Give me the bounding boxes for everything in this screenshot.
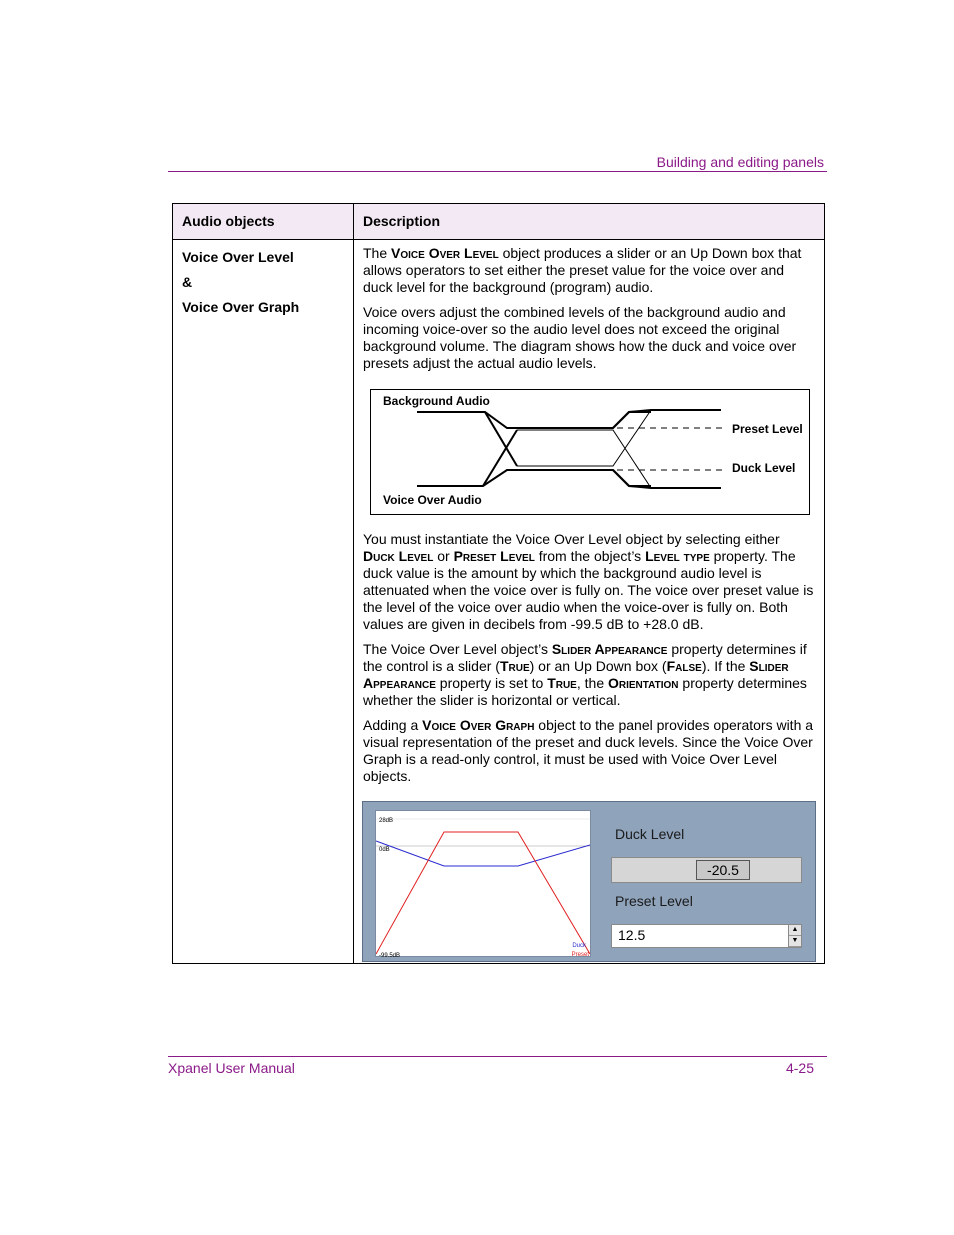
paragraph-5: Adding a Voice Over Graph object to the panel provides operators with a visual representation of the preset and duck levels. Since the Voice Over Graph is a read-only control, it must be used with Voice Over Level objects. xyxy=(363,717,814,784)
label-preset-level: Preset Level xyxy=(732,422,803,436)
graph-legend-preset: Preset xyxy=(571,952,589,958)
paragraph-4: The Voice Over Level object’s Slider Appearance property determines if the control is a slider (True) or an Up Down box (False). If the Slider Appearance property is set to True, the Orientation property determines whether the slider is horizontal or vertical. xyxy=(363,641,807,708)
duck-level-label: Duck Level xyxy=(615,826,685,842)
graph-bottom-label: -99.5dB xyxy=(379,953,401,959)
header-rule xyxy=(168,171,827,172)
footer-page-number: 4-25 xyxy=(785,1060,814,1076)
preset-level-value[interactable]: 12.5 xyxy=(618,927,646,943)
column-header-description: Description xyxy=(363,213,441,229)
column-divider xyxy=(353,204,354,963)
preset-level-updown[interactable] xyxy=(611,924,802,948)
description xyxy=(363,245,815,962)
audio-objects-table xyxy=(172,203,825,964)
graph-zero-label: 0dB xyxy=(379,847,390,853)
duck-level-slider-thumb[interactable]: -20.5 xyxy=(696,860,750,880)
paragraph-2: Voice overs adjust the combined levels of the background audio and incoming voice-over so the audio level does not exceed the original background volume. The diagram shows how the duck and voice over presets adjust the actual audio levels. xyxy=(363,304,797,371)
footer-manual-title: Xpanel User Manual xyxy=(168,1060,295,1076)
ampersand: & xyxy=(182,274,193,290)
preset-level-spinner[interactable] xyxy=(788,925,801,947)
label-duck-level: Duck Level xyxy=(732,461,796,475)
paragraph-1: The Voice Over Level object produces a slider or an Up Down box that allows operators to set either the preset value for the voice over and duck level for the background (program) audio. xyxy=(363,245,802,295)
spin-down-icon[interactable]: ▼ xyxy=(789,936,801,947)
object-name-voice-over-graph: Voice Over Graph xyxy=(182,299,300,315)
paragraph-3: You must instantiate the Voice Over Level object by selecting either Duck Level or Preset Level from the object’s Level type property. The duck value is the amount by which the background audio level is attenuated when the voice over is fully on. The voice over preset value is the level of the voice over audio when the voice-over is fully on. Both values are given in decibels from -99.5 dB to +28.0 dB. xyxy=(363,531,814,632)
footer-rule xyxy=(168,1056,827,1057)
spin-up-icon[interactable]: ▲ xyxy=(789,925,801,936)
preset-level-label: Preset Level xyxy=(615,893,693,909)
graph-top-label: 28dB xyxy=(379,818,394,824)
table-header xyxy=(173,204,824,240)
label-background-audio: Background Audio xyxy=(383,394,490,408)
graph-legend-duck: Duck xyxy=(572,943,586,949)
voice-over-controls-screenshot xyxy=(362,801,816,962)
voice-over-graph xyxy=(375,810,591,957)
label-voice-over-audio: Voice Over Audio xyxy=(383,493,482,507)
object-name-voice-over-level: Voice Over Level xyxy=(182,249,294,265)
voice-over-diagram xyxy=(370,389,810,515)
duck-level-slider[interactable] xyxy=(611,857,802,883)
section-header: Building and editing panels xyxy=(656,154,824,170)
column-header-audio-objects: Audio objects xyxy=(182,213,275,229)
object-names xyxy=(182,245,347,320)
